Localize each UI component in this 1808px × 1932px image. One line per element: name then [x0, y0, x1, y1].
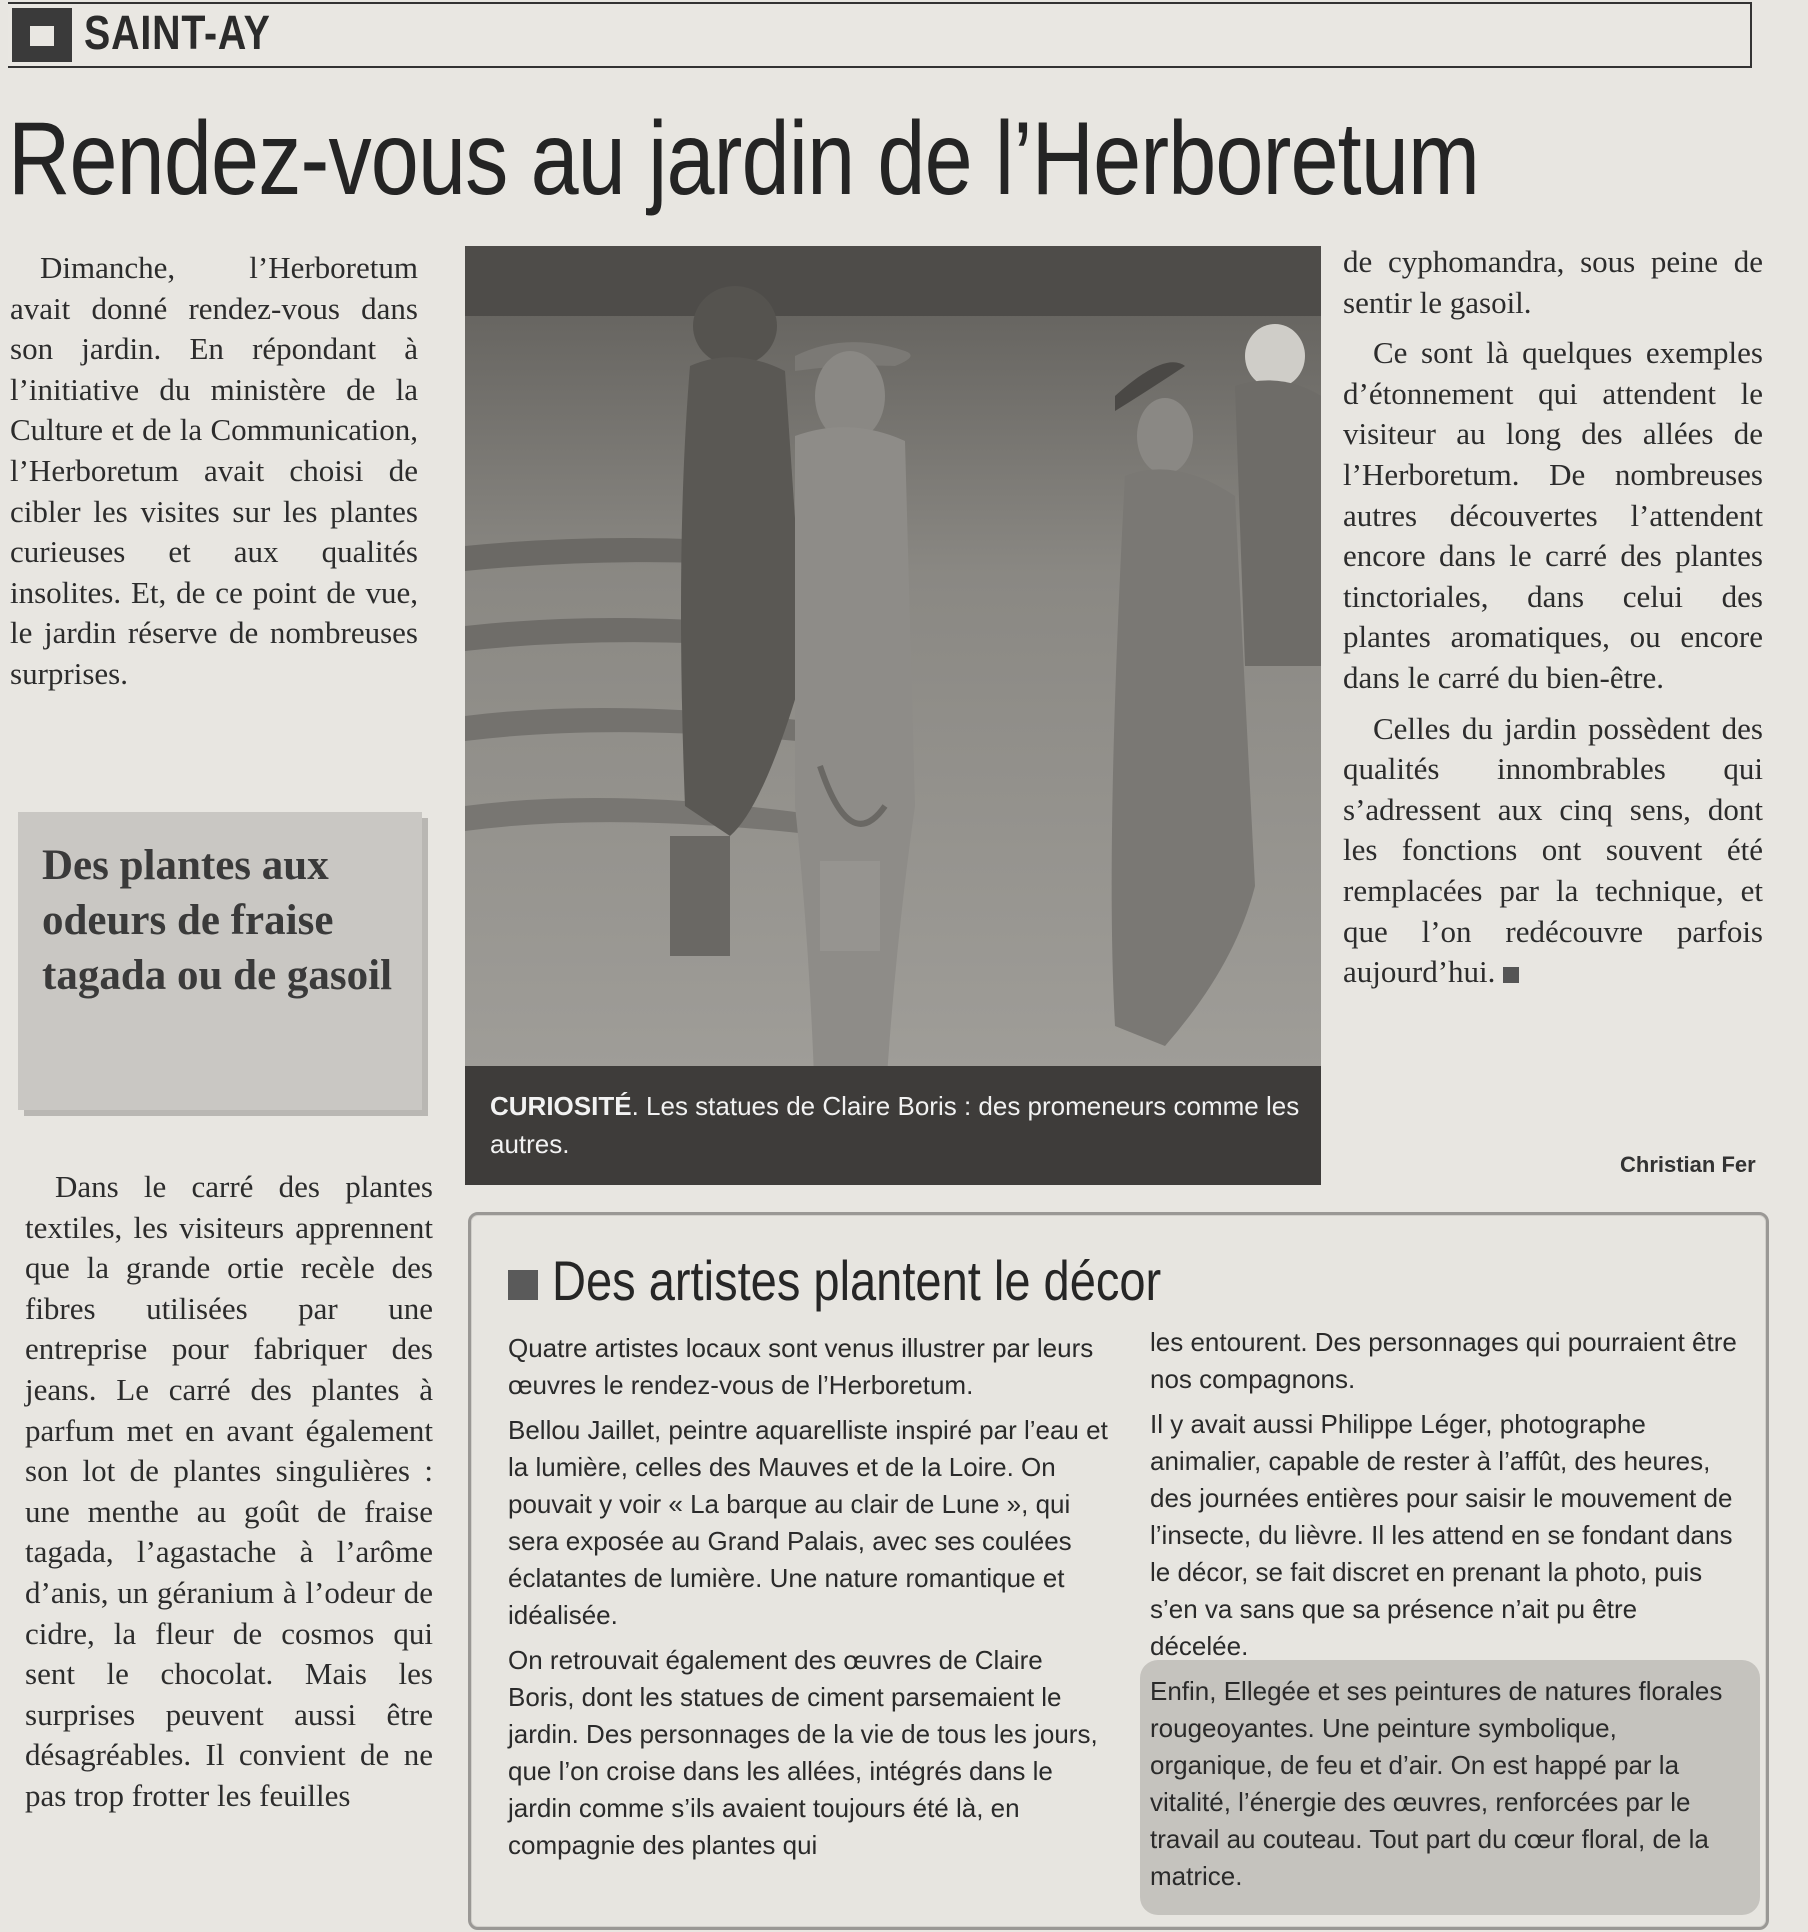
box-square-icon [508, 1270, 538, 1300]
sidebar-column-right [1150, 1324, 1740, 1903]
section-square-inner [30, 26, 54, 46]
paragraph-text: Celles du jardin possèdent des qualités innombrables qui s’adressent aux cinq sens, dont les fonctions ont souvent été remplacées par la technique, et que l’on redécouvre parfois aujourd’hui. [1343, 710, 1763, 990]
paragraph: les entourent. Des personnages qui pourraient être nos compagnons. [1150, 1327, 1737, 1394]
article-photo [465, 246, 1321, 1185]
byline: Christian Fer [1620, 1152, 1756, 1177]
paragraph: On retrouvait également des œuvres de Claire Boris, dont les statues de ciment parsemaient le jardin. Des personnages de la vie de tous les jours, que l’on croise dans les allées, intégrés dans le jardin comme s’ils avaient toujours été là, en compagnie des plantes qui [508, 1645, 1098, 1860]
sidebar-column-left [508, 1330, 1108, 1872]
sidebar-title: Des artistes plantent le décor [552, 1249, 1162, 1312]
photo-statues-illustration [465, 246, 1321, 1185]
paragraph: Enfin, Ellegée et ses peintures de natures florales rougeoyantes. Une peinture symbolique, organique, de feu et d’air. On est happé par la vitalité, l’énergie des œuvres, renforcées par le travail au couteau. Tout part du cœur floral, de la matrice. [1150, 1676, 1723, 1891]
paragraph: de cyphomandra, sous peine de sentir le gasoil. [1343, 244, 1763, 320]
caption-label: CURIOSITÉ [490, 1091, 632, 1121]
end-mark-icon [1503, 967, 1519, 983]
article-column-3 [1343, 242, 1763, 993]
paragraph: Ce sont là quelques exemples d’étonnement qui attendent le visiteur au long des allées de l’Herboretum. De nombreuses autres découvertes l’attendent encore dans le carré des plantes tinctoriales, dans celui des plantes aromatiques, ou encore dans le carré du bien-être. [1343, 335, 1763, 695]
paragraph: Dimanche, l’Herboretum avait donné rendez-vous dans son jardin. En répondant à l’initiative du ministère de la Culture et de la Communication, l’Herboretum avait choisi de cibler les visites sur les plantes curieuses et aux qualités insolites. Et, de ce point de vue, le jardin réserve de nombreuses surprises. [10, 250, 418, 691]
pullquote-text: Des plantes aux odeurs de fraise tagada ou de gasoil [42, 842, 393, 999]
photo-caption [490, 1087, 1310, 1163]
article-column-1-bottom [25, 1167, 433, 1817]
paragraph: Dans le carré des plantes textiles, les visiteurs apprennent que la grande ortie recèle des fibres utilisées par une entreprise pour fabriquer des jeans. Le carré des plantes à parfum met en avant également son lot de plantes singulières : une menthe au goût de fraise tagada, l’agastache à l’arôme d’anis, un géranium à l’odeur de cidre, la fleur de cosmos qui sent le chocolat. Mais les surprises peuvent aussi être désagréables. Il convient de ne pas trop frotter les feuilles [25, 1169, 433, 1813]
paragraph: Quatre artistes locaux sont venus illustrer par leurs œuvres le rendez-vous de l’Herboretum. [508, 1333, 1094, 1400]
article-headline: Rendez-vous au jardin de l’Herboretum [8, 101, 1480, 217]
article-column-1-top [10, 248, 418, 695]
paragraph: Bellou Jaillet, peintre aquarelliste inspiré par l’eau et la lumière, celles des Mauves et de la Loire. On pouvait y voir « La barque au clair de Lune », qui sera exposée au Grand Palais, avec ses coulées éclatantes de lumière. Une nature romantique et idéalisée. [508, 1415, 1108, 1630]
caption-text: . Les statues de Claire Boris : des promeneurs comme les autres. [490, 1091, 1300, 1159]
paragraph: Il y avait aussi Philippe Léger, photographe animalier, capable de rester à l’affût, des heures, des journées entières pour saisir le mouvement de l’insecte, du lièvre. Il les attend en se fondant dans le décor, se fait discret en prenant la photo, puis s’en va sans que sa présence n’ait pu être décelée. [1150, 1409, 1733, 1661]
paragraph [1343, 709, 1763, 993]
section-rubric: SAINT-AY [84, 7, 271, 60]
